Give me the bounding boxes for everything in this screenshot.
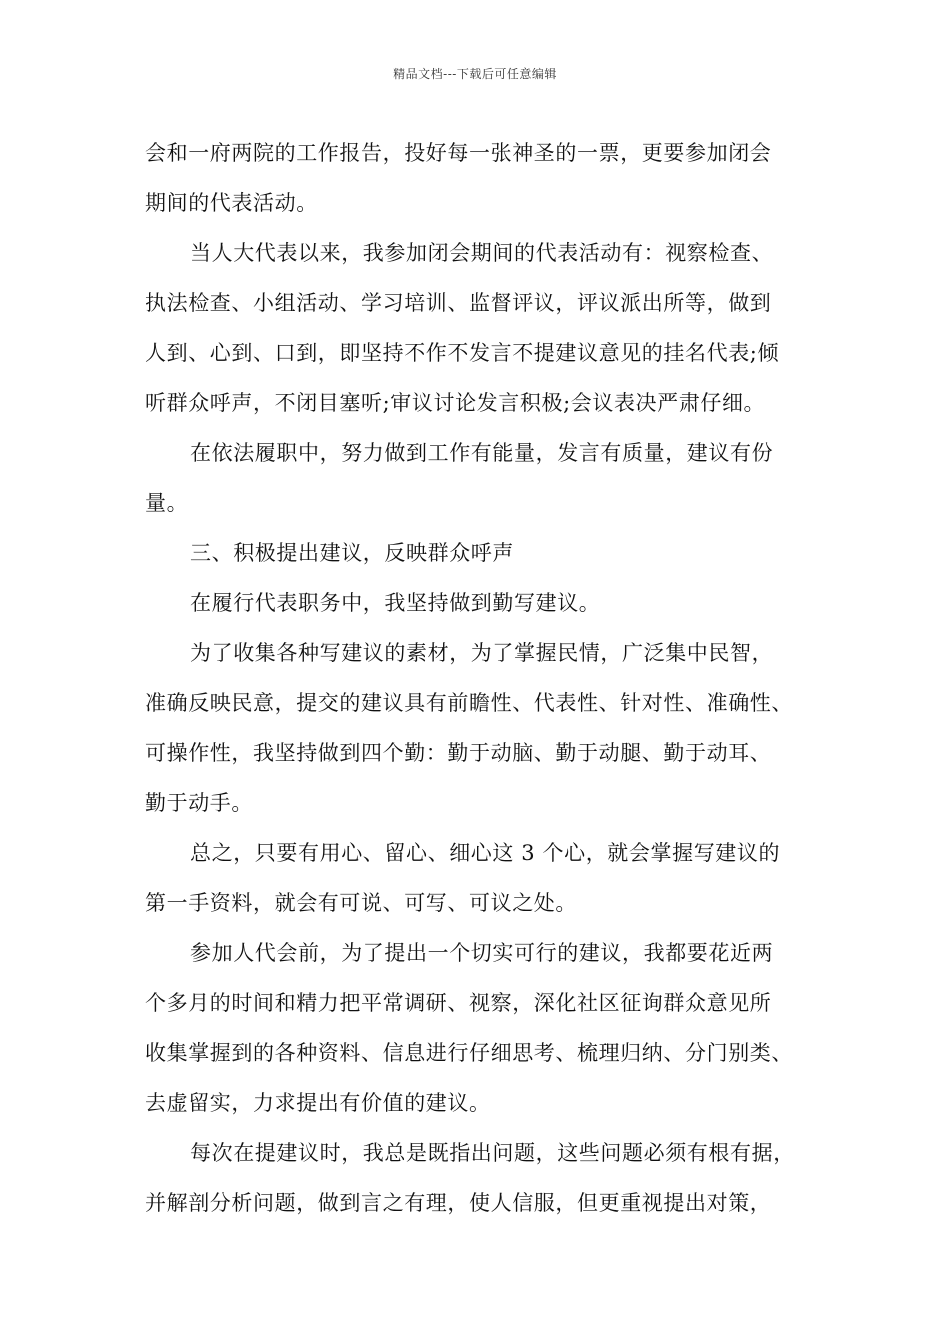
paragraph-start-line: 每次在提建议时，我总是既指出问题，这些问题必须有根有据，: [190, 1141, 795, 1165]
text-line: 并解剖分析问题，做到言之有理，使人信服，但更重视提出对策，: [145, 1191, 772, 1215]
text-line: 去虚留实，力求提出有价值的建议。: [145, 1091, 491, 1115]
text-line: 收集掌握到的各种资料、信息进行仔细思考、梳理归纳、分门别类、: [145, 1041, 793, 1065]
text-line: 个多月的时间和精力把平常调研、视察，深化社区征询群众意见所: [145, 991, 772, 1015]
paragraph-start-line: 在履行代表职务中，我坚持做到勤写建议。: [190, 591, 601, 615]
text-line: 准确反映民意，提交的建议具有前瞻性、代表性、针对性、准确性、: [145, 691, 793, 715]
paragraph-start-line: 参加人代会前，为了提出一个切实可行的建议，我都要花近两: [190, 941, 774, 965]
page-header: 精品文档---下载后可任意编辑: [393, 67, 557, 81]
document-body: [145, 128, 835, 1228]
text-line: 执法检查、小组活动、学习培训、监督评议，评议派出所等，做到: [145, 291, 772, 315]
paragraph-start-line: 在依法履职中，努力做到工作有能量，发言有质量，建议有份: [190, 441, 774, 465]
paragraph-start-line: 总之，只要有用心、留心、细心这 3 个心，就会掌握写建议的: [190, 841, 781, 865]
paragraph-start-line: 为了收集各种写建议的素材，为了掌握民情，广泛集中民智，: [190, 641, 774, 665]
section-heading: 三、积极提出建议，反映群众呼声: [190, 541, 514, 565]
paragraph-start-line: 当人大代表以来，我参加闭会期间的代表活动有：视察检查、: [190, 241, 774, 265]
text-line: 人到、心到、口到，即坚持不作不发言不提建议意见的挂名代表;倾: [145, 341, 780, 365]
text-line: 量。: [145, 491, 189, 515]
text-line: 可操作性，我坚持做到四个勤：勤于动脑、勤于动腿、勤于动耳、: [145, 741, 772, 765]
text-line: 会和一府两院的工作报告，投好每一张神圣的一票，更要参加闭会: [145, 141, 772, 165]
text-line: 勤于动手。: [145, 791, 253, 815]
text-line: 听群众呼声，不闭目塞听;审议讨论发言积极;会议表决严肃仔细。: [145, 391, 766, 415]
text-line: 期间的代表活动。: [145, 191, 318, 215]
text-line: 第一手资料，就会有可说、可写、可议之处。: [145, 891, 577, 915]
